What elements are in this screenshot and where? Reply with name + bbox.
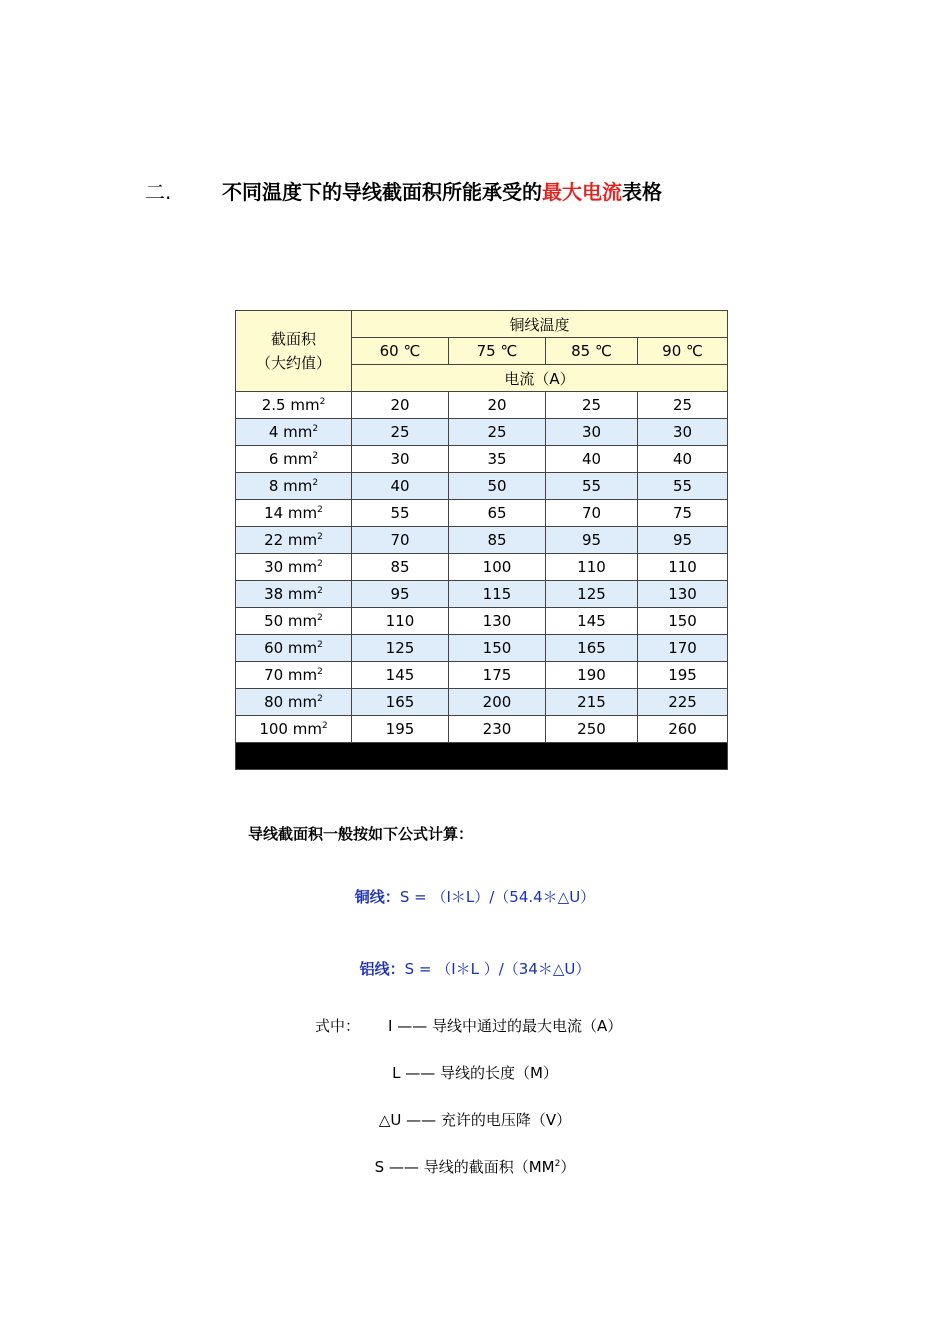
area-cell: 2.5 $mm^2$ — [236, 392, 352, 419]
table-row — [236, 554, 728, 581]
table-row — [236, 500, 728, 527]
area-cell: 4 $mm^2$ — [236, 419, 352, 446]
area-cell: 30 $mm^2$ — [236, 554, 352, 581]
table-row — [236, 581, 728, 608]
table-row — [236, 635, 728, 662]
area-cell: 22 $mm^2$ — [236, 527, 352, 554]
current-cell: 40 — [638, 446, 728, 473]
title-highlight: 最大电流 — [542, 180, 622, 204]
current-cell: 25 — [638, 392, 728, 419]
table-row — [236, 608, 728, 635]
area-cell: 6 $mm^2$ — [236, 446, 352, 473]
current-cell: 200 — [449, 689, 546, 716]
temp-header: 90 ℃ — [638, 338, 728, 365]
current-cell: 260 — [638, 716, 728, 743]
current-cell: 215 — [546, 689, 638, 716]
current-cell: 95 — [638, 527, 728, 554]
current-table — [235, 310, 728, 770]
current-cell: 110 — [546, 554, 638, 581]
current-unit-header: 电流（A） — [352, 365, 728, 392]
current-cell: 165 — [352, 689, 449, 716]
current-cell: 145 — [352, 662, 449, 689]
current-cell: 130 — [638, 581, 728, 608]
current-cell: 145 — [546, 608, 638, 635]
current-cell: 125 — [546, 581, 638, 608]
current-cell: 55 — [352, 500, 449, 527]
current-cell: 40 — [352, 473, 449, 500]
section-title: 不同温度下的导线截面积所能承受的最大电流表格 — [222, 180, 662, 204]
definition-l: L —— 导线的长度（M） — [392, 1064, 558, 1082]
current-cell: 25 — [449, 419, 546, 446]
table-row — [236, 392, 728, 419]
current-cell: 30 — [352, 446, 449, 473]
current-cell: 225 — [638, 689, 728, 716]
current-cell: 25 — [546, 392, 638, 419]
copper-label: 铜线： — [354, 888, 400, 906]
current-cell: 25 — [352, 419, 449, 446]
formula-intro: 导线截面积一般按如下公式计算： — [248, 825, 474, 843]
current-cell: 70 — [546, 500, 638, 527]
area-cell: 100 $mm^2$ — [236, 716, 352, 743]
current-cell: 95 — [546, 527, 638, 554]
current-cell: 70 — [352, 527, 449, 554]
table-row — [236, 689, 728, 716]
current-cell: 150 — [638, 608, 728, 635]
table-header-row — [236, 311, 728, 338]
area-cell: 38 $mm^2$ — [236, 581, 352, 608]
current-cell: 30 — [546, 419, 638, 446]
current-cell: 55 — [546, 473, 638, 500]
current-cell: 170 — [638, 635, 728, 662]
area-cell: 70 $mm^2$ — [236, 662, 352, 689]
table-row — [236, 473, 728, 500]
current-cell: 20 — [352, 392, 449, 419]
area-cell: 80 $mm^2$ — [236, 689, 352, 716]
aluminum-expression: S = （I＊L ）/（34＊△U） — [404, 960, 591, 978]
area-cell: 8 $mm^2$ — [236, 473, 352, 500]
aluminum-formula — [0, 958, 950, 979]
current-cell: 130 — [449, 608, 546, 635]
current-cell: 110 — [352, 608, 449, 635]
current-cell: 125 — [352, 635, 449, 662]
current-cell: 30 — [638, 419, 728, 446]
current-cell: 75 — [638, 500, 728, 527]
current-cell: 40 — [546, 446, 638, 473]
current-cell: 55 — [638, 473, 728, 500]
table-row — [236, 446, 728, 473]
current-cell: 110 — [638, 554, 728, 581]
current-cell: 50 — [449, 473, 546, 500]
aluminum-label: 铝线： — [359, 960, 405, 978]
temp-header: 85 ℃ — [546, 338, 638, 365]
temp-header: 60 ℃ — [352, 338, 449, 365]
current-cell: 65 — [449, 500, 546, 527]
current-cell: 95 — [352, 581, 449, 608]
table-row — [236, 419, 728, 446]
table-footer-bar — [236, 743, 728, 770]
table-row — [236, 527, 728, 554]
current-cell: 195 — [638, 662, 728, 689]
current-cell: 85 — [352, 554, 449, 581]
area-cell: 50 $mm^2$ — [236, 608, 352, 635]
section-number: 二. — [145, 180, 172, 204]
current-cell: 195 — [352, 716, 449, 743]
current-cell: 20 — [449, 392, 546, 419]
section-heading — [0, 176, 950, 206]
table-row — [236, 662, 728, 689]
current-cell: 230 — [449, 716, 546, 743]
current-cell: 250 — [546, 716, 638, 743]
current-cell: 150 — [449, 635, 546, 662]
current-cell: 35 — [449, 446, 546, 473]
definition-u: △U —— 充许的电压降（V） — [378, 1111, 572, 1129]
current-cell: 85 — [449, 527, 546, 554]
current-cell: 175 — [449, 662, 546, 689]
where-label: 式中： — [315, 1017, 361, 1035]
area-cell: 14 $mm^2$ — [236, 500, 352, 527]
temp-group-header: 铜线温度 — [352, 311, 728, 338]
current-cell: 165 — [546, 635, 638, 662]
current-cell: 190 — [546, 662, 638, 689]
copper-formula — [0, 886, 950, 907]
current-cell: 100 — [449, 554, 546, 581]
copper-expression: S = （I＊L）/（54.4＊△U） — [399, 888, 596, 906]
definition-s: S —— 导线的截面积$(MM^2)$ — [374, 1158, 576, 1176]
current-cell: 115 — [449, 581, 546, 608]
table-row — [236, 716, 728, 743]
area-cell: 60 $mm^2$ — [236, 635, 352, 662]
area-column-header: 截面积 （大约值） — [236, 311, 352, 392]
temp-header: 75 ℃ — [449, 338, 546, 365]
